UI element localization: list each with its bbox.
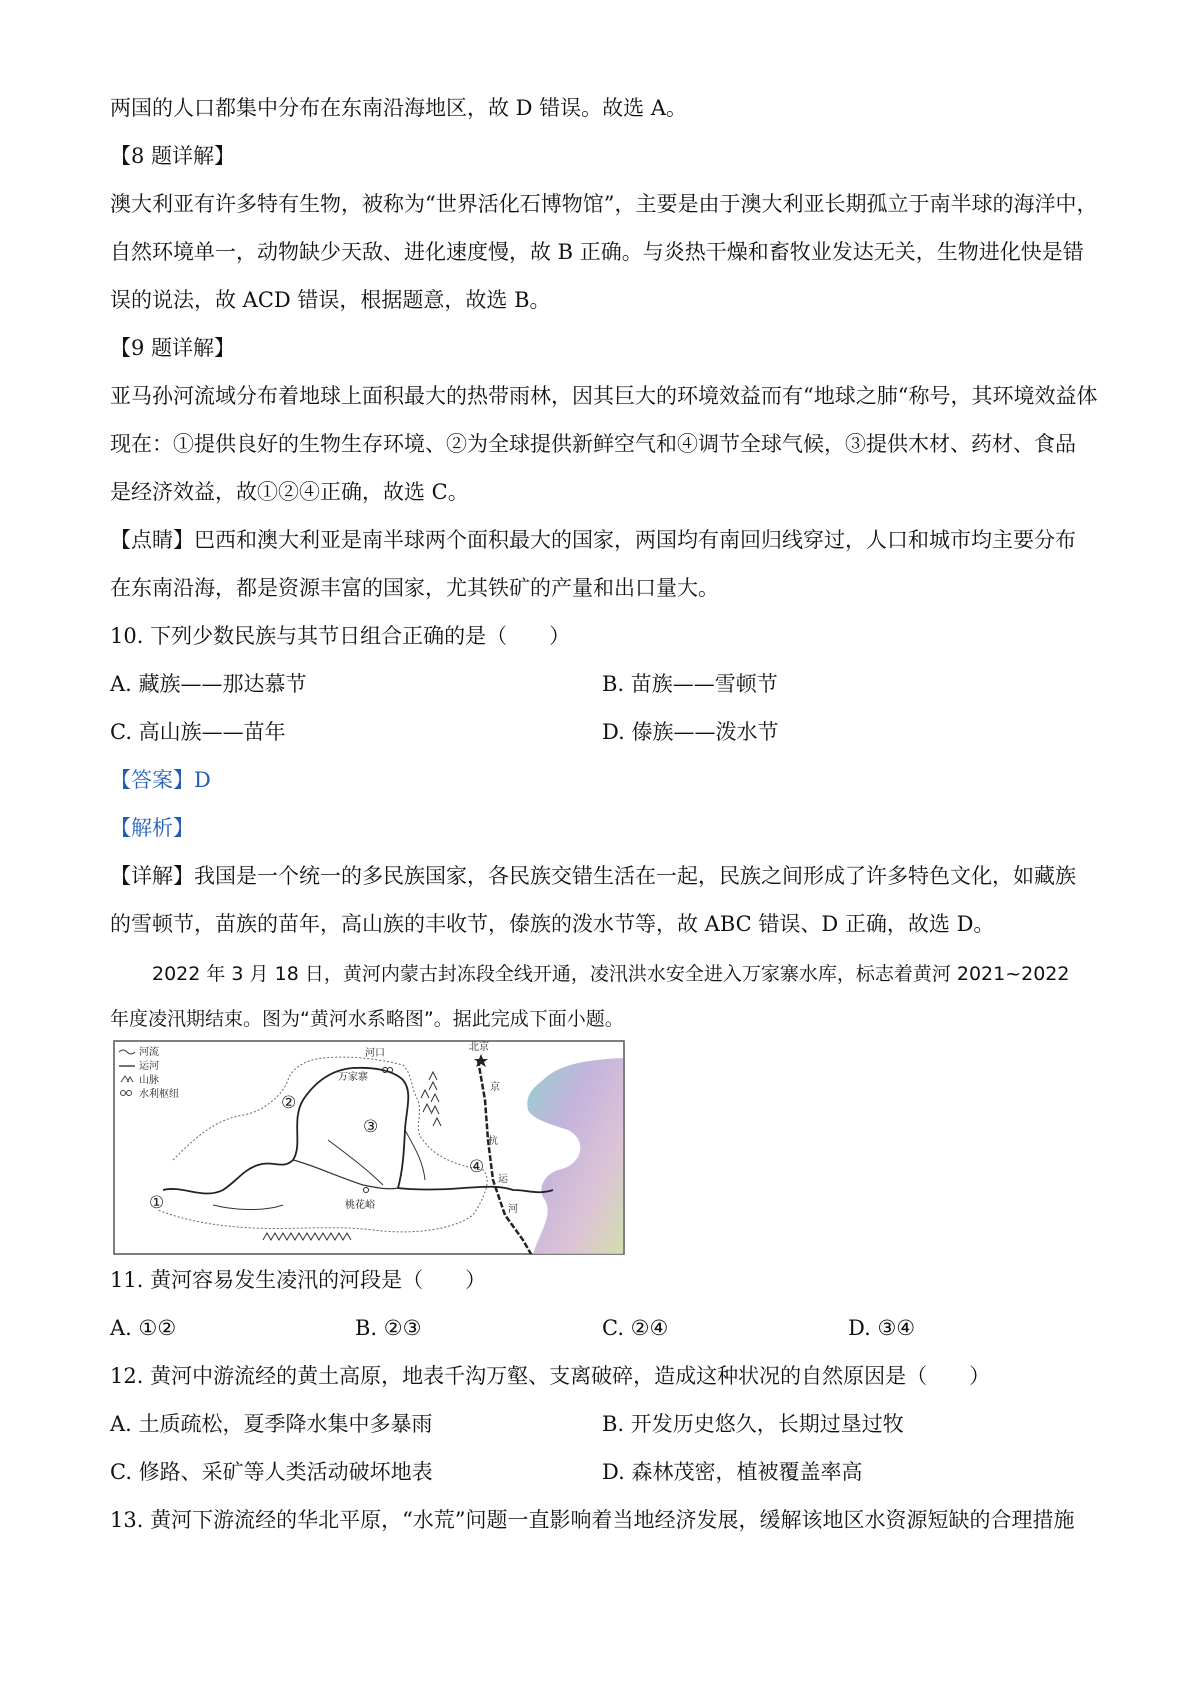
legend-mountain: 山脉: [139, 1075, 159, 1086]
text-line: 是经济效益，故①②④正确，故选 C。: [110, 480, 469, 504]
canal-char: 运: [498, 1174, 508, 1185]
section-heading: 【9 题详解】: [110, 336, 236, 360]
q10-option-b: B. 苗族——雪顿节: [602, 672, 778, 696]
canal-char: 京: [490, 1082, 500, 1093]
section-number: ①: [149, 1193, 165, 1213]
text-line: 在东南沿海，都是资源丰富的国家，尤其铁矿的产量和出口量大。: [110, 576, 719, 600]
section-number: ②: [281, 1093, 297, 1113]
legend-canal: 运河: [139, 1061, 159, 1072]
text-line: 自然环境单一，动物缺少天敌、进化速度慢，故 B 正确。与炎热干燥和畜牧业发达无关，生物进化快是错: [110, 240, 1084, 264]
text-line: 澳大利亚有许多特有生物，被称为“世界活化石博物馆”，主要是由于澳大利亚长期孤立于南半球的海洋中，: [110, 192, 1098, 216]
analysis-label: 【解析】: [110, 816, 194, 840]
question-13-stem: 13. 黄河下游流经的华北平原，“水荒”问题一直影响着当地经济发展，缓解该地区水资源短缺的合理措施: [110, 1508, 1075, 1532]
place-wanjiazhai: 万家寨: [338, 1072, 368, 1083]
q11-option-d: D. ③④: [848, 1316, 916, 1340]
q10-option-c: C. 高山族——苗年: [110, 720, 286, 744]
q12-option-d: D. 森林茂密，植被覆盖率高: [602, 1460, 863, 1484]
q11-option-b: B. ②③: [355, 1316, 422, 1340]
section-number: ④: [469, 1157, 485, 1177]
question-12-stem: 12. 黄河中游流经的黄土高原，地表千沟万壑、支离破碎，造成这种状况的自然原因是（ ）: [110, 1364, 991, 1388]
canal-char: 杭: [488, 1136, 498, 1147]
legend-river: 河流: [139, 1047, 159, 1058]
canal-char: 河: [508, 1204, 518, 1215]
text-line: 两国的人口都集中分布在东南沿海地区，故 D 错误。故选 A。: [110, 96, 688, 120]
section-number: ③: [363, 1117, 379, 1137]
place-taohuayu: 桃花峪: [345, 1200, 375, 1211]
q10-option-d: D. 傣族——泼水节: [602, 720, 779, 744]
detail-line: 【详解】我国是一个统一的多民族国家，各民族交错生活在一起，民族之间形成了许多特色文化，如藏族: [110, 864, 1076, 888]
text-line: 误的说法，故 ACD 错误，根据题意，故选 B。: [110, 288, 551, 312]
place-hekou: 河口: [365, 1048, 385, 1059]
q12-option-c: C. 修路、采矿等人类活动破坏地表: [110, 1460, 433, 1484]
material-intro: 2022 年 3 月 18 日，黄河内蒙古封冻段全线开通，凌汛洪水安全进入万家寨水库，标志着黄河 2021~2022: [152, 963, 1070, 985]
legend-hydro: 水利枢纽: [139, 1089, 179, 1100]
answer-label: 【答案】D: [110, 768, 211, 792]
yellow-river-map: [113, 1040, 625, 1255]
q12-option-a: A. 土质疏松，夏季降水集中多暴雨: [110, 1412, 433, 1436]
q10-option-a: A. 藏族——那达慕节: [110, 672, 307, 696]
question-10-stem: 10. 下列少数民族与其节日组合正确的是（ ）: [110, 624, 571, 648]
text-line: 亚马孙河流域分布着地球上面积最大的热带雨林，因其巨大的环境效益而有“地球之肺“称号，其环境效益体: [110, 384, 1098, 408]
q12-option-b: B. 开发历史悠久，长期过垦过牧: [602, 1412, 904, 1436]
question-11-stem: 11. 黄河容易发生凌汛的河段是（ ）: [110, 1268, 487, 1292]
text-line: 【点睛】巴西和澳大利亚是南半球两个面积最大的国家，两国均有南回归线穿过，人口和城市均主要分布: [110, 528, 1076, 552]
place-beijing: 北京: [469, 1042, 489, 1053]
q11-option-c: C. ②④: [602, 1316, 669, 1340]
detail-line: 的雪顿节，苗族的苗年，高山族的丰收节，傣族的泼水节等，故 ABC 错误、D 正确，故选 D。: [110, 912, 995, 936]
text-line: 现在：①提供良好的生物生存环境、②为全球提供新鲜空气和④调节全球气候，③提供木材、药材、食品: [110, 432, 1076, 456]
material-intro: 年度凌汛期结束。图为“黄河水系略图”。据此完成下面小题。: [110, 1008, 624, 1030]
section-heading: 【8 题详解】: [110, 144, 236, 168]
q11-option-a: A. ①②: [110, 1316, 177, 1340]
